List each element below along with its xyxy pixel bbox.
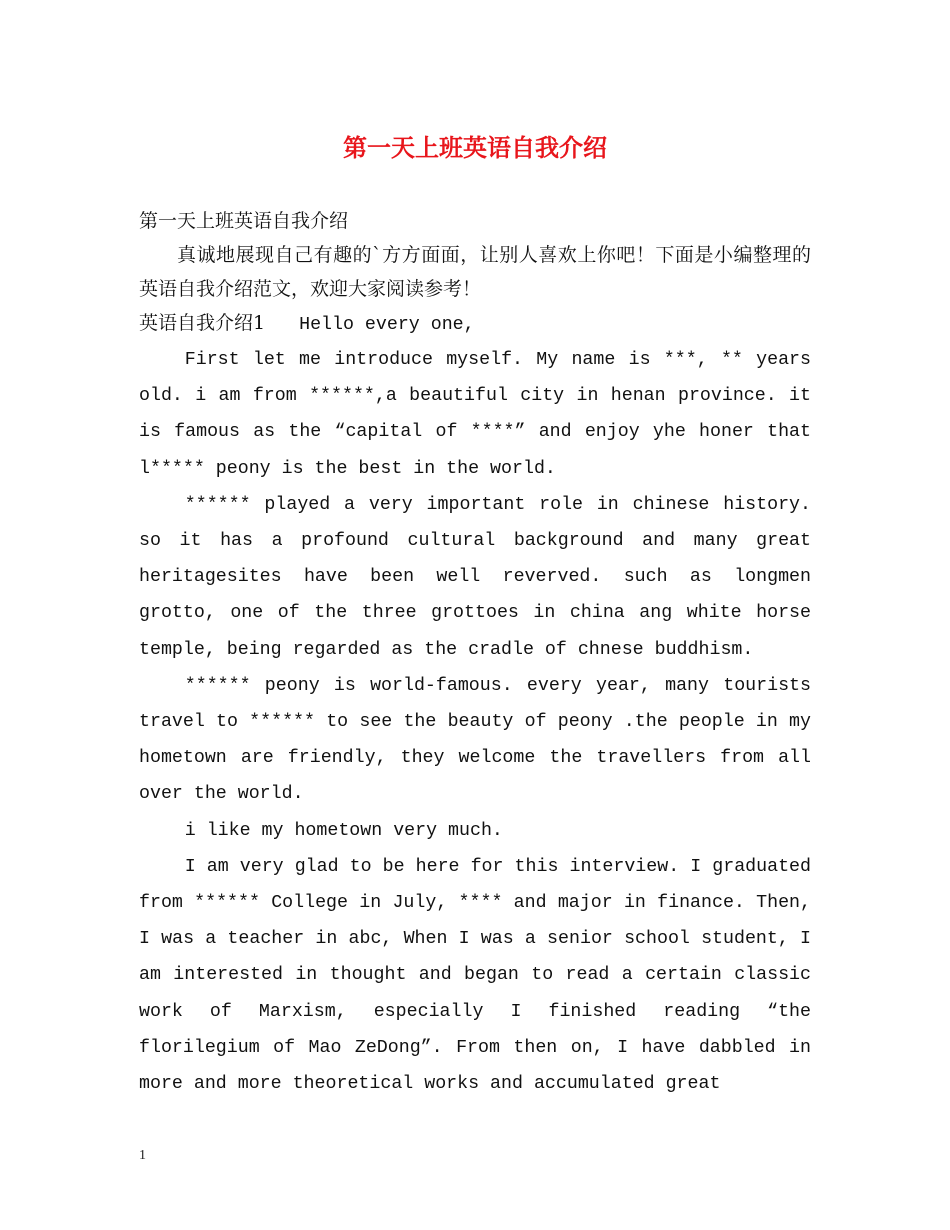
document-body	[139, 204, 811, 1102]
document-title: 第一天上班英语自我介绍	[343, 133, 607, 162]
paragraph-peony: ****** peony is world-famous. every year, many tourists travel to ****** to see the beauty of peony .the people in my hometown are friendly, they welcome the travellers from all over the world.	[139, 675, 811, 805]
intro-paragraph: 真诚地展现自己有趣的`方方面面，让别人喜欢上你吧！下面是小编整理的英语自我介绍范文，欢迎大家阅读参考！	[139, 244, 811, 300]
paragraph-introduction: First let me introduce myself. My name is ***, ** years old. i am from ******,a beautiful city in henan province. it is famous as the “capital of ****” and enjoy yhe honer that l***** peony is the best in the world.	[139, 350, 811, 479]
section-heading-line	[139, 306, 811, 342]
greeting-text: Hello every one,	[299, 315, 475, 335]
page-number: 1	[139, 1148, 146, 1163]
paragraph-history: ****** played a very important role in chinese history. so it has a profound cultural background and many great heritagesites have been well reverved. such as longmen grotto, one of the three grottoes in china ang white horse temple, being regarded as the cradle of chnese buddhism.	[139, 494, 811, 660]
paragraph-hometown: i like my hometown very much.	[184, 820, 503, 841]
section-label: 英语自我介绍1	[139, 312, 266, 334]
document-subtitle: 第一天上班英语自我介绍	[139, 210, 349, 232]
paragraph-interview: I am very glad to be here for this interview. I graduated from ****** College in July, **** and major in finance. Then, I was a teacher in abc, When I was a senior school student, I am interested in thought and began to read a certain classic work of Marxism, especially I finished reading “the florilegium of Mao ZeDong”. From then on, I have dabbled in more and more theoretical works and accumulated great	[139, 856, 811, 1095]
